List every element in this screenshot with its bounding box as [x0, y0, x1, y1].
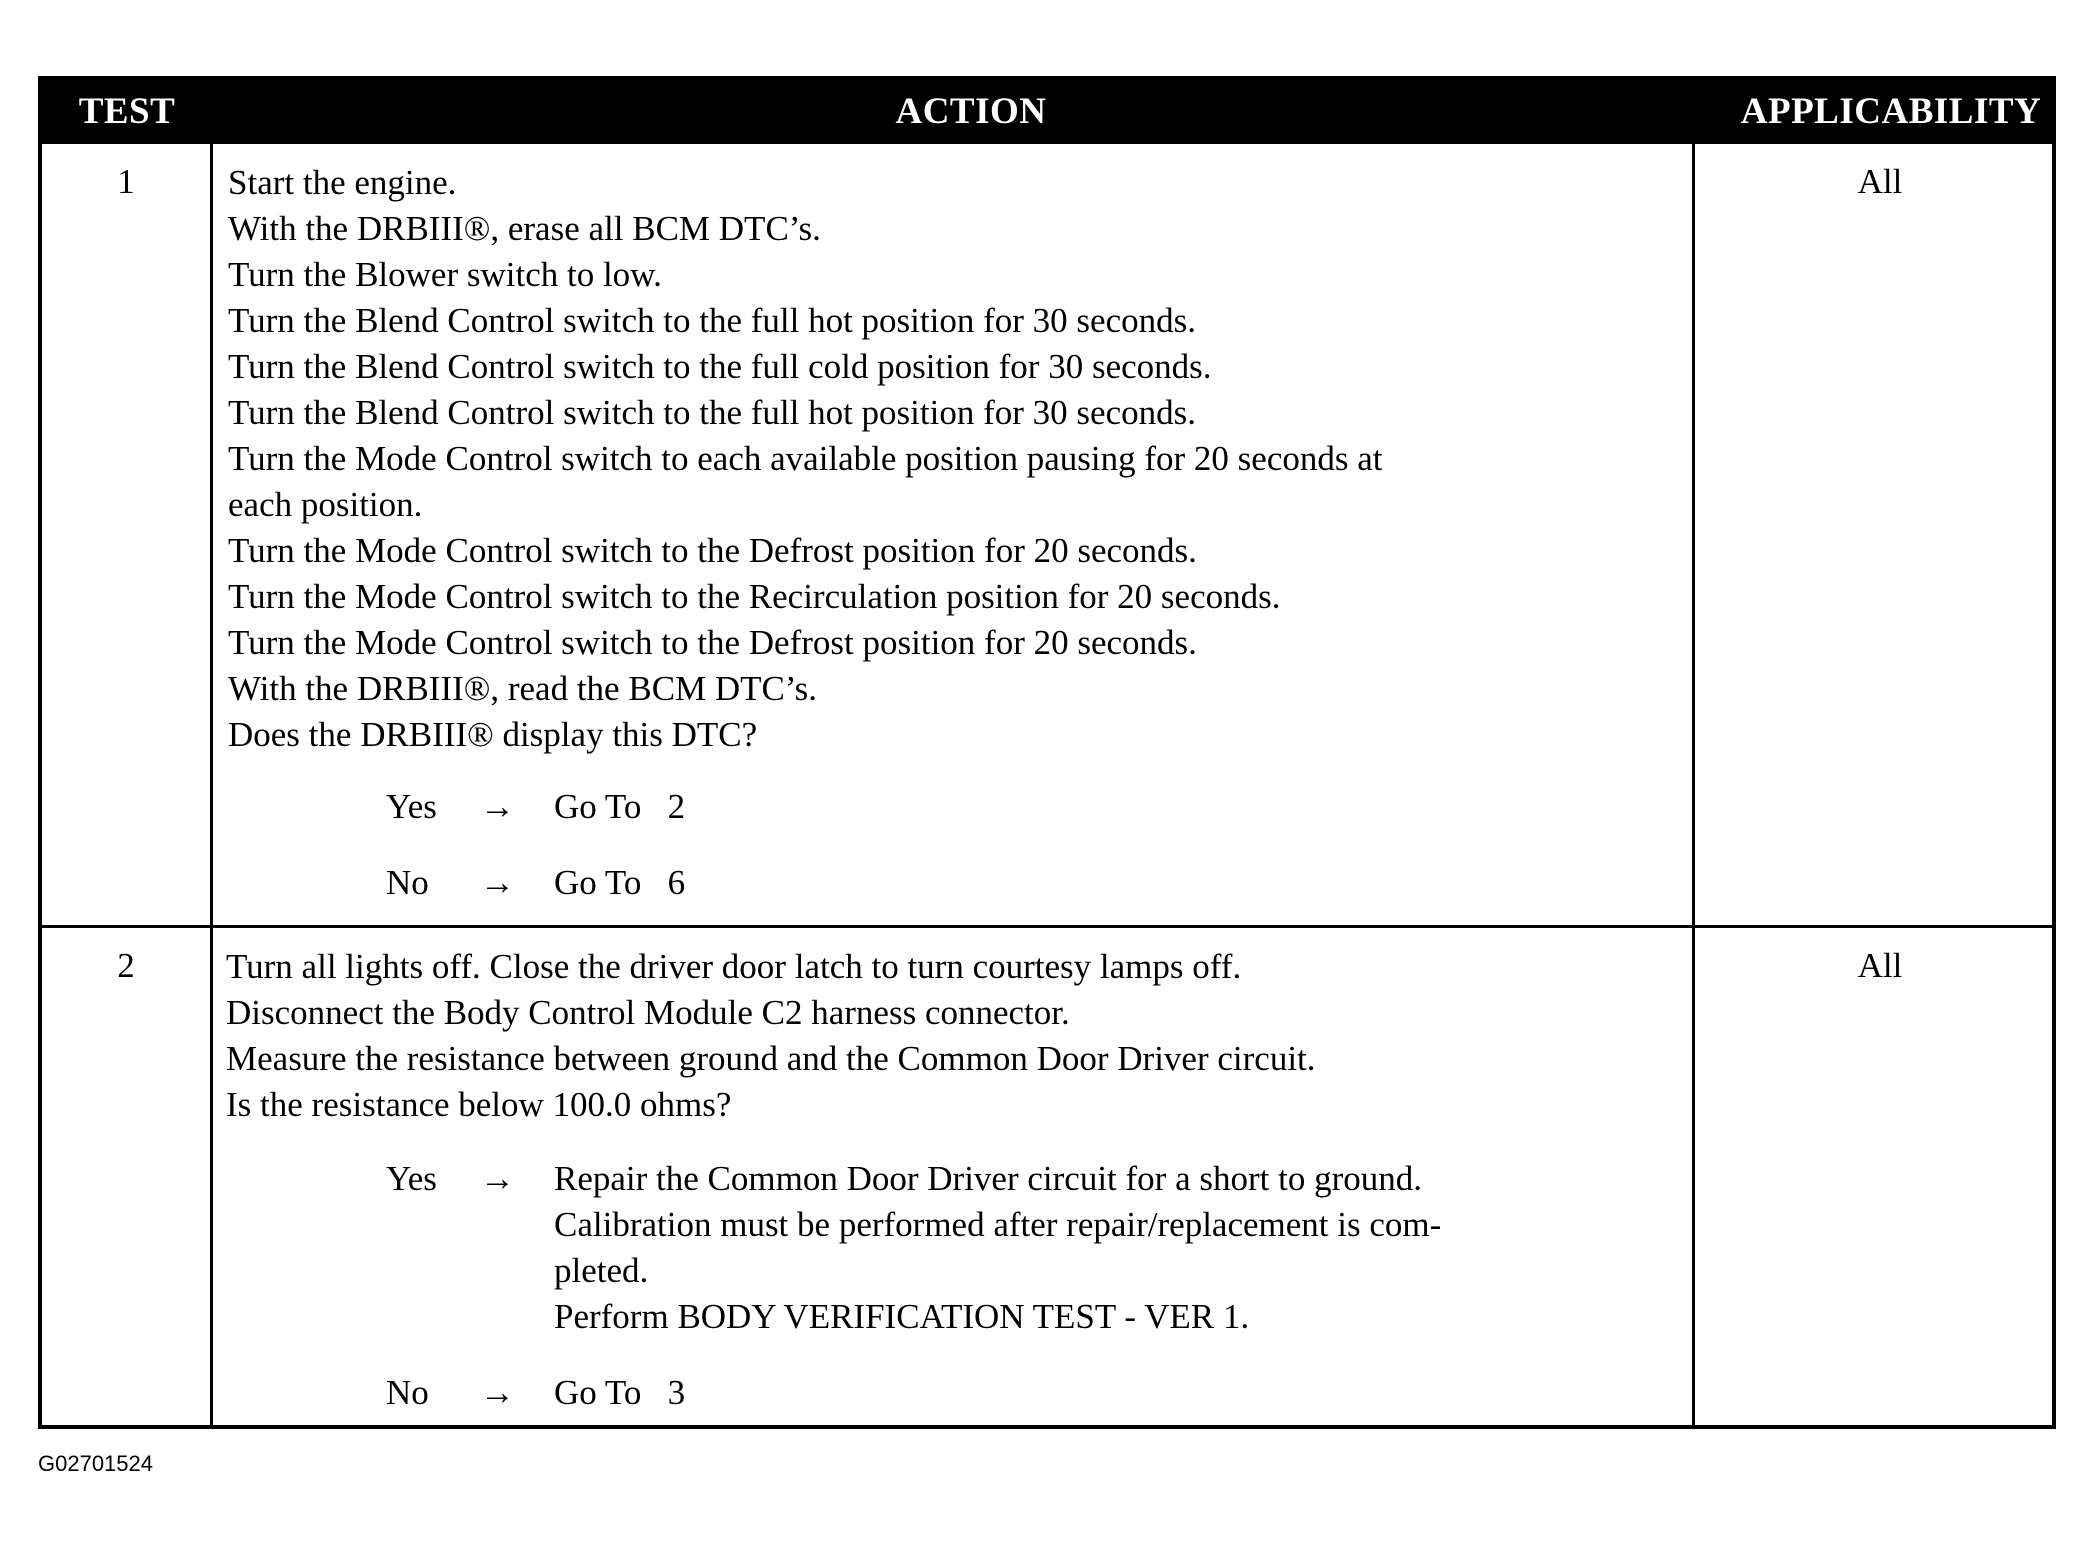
header-test: TEST — [78, 91, 176, 132]
result-action — [554, 784, 685, 830]
test-number: 1 — [117, 162, 135, 201]
diagnostic-test-table — [38, 76, 2056, 1429]
step: Turn the Mode Control switch to the Defrost position for 20 seconds. — [228, 531, 1197, 570]
result-label: No — [386, 1373, 429, 1412]
step: Measure the resistance between ground and the Common Door Driver circuit. — [226, 1039, 1316, 1078]
arrow-icon: → — [480, 863, 515, 902]
step: Does the DRBIII® display this DTC? — [228, 715, 758, 754]
header-action: ACTION — [895, 91, 1047, 132]
step: Is the resistance below 100.0 ohms? — [226, 1085, 732, 1124]
header-applicability: APPLICABILITY — [1740, 91, 2042, 132]
result-action-line: Go To 3 — [554, 1373, 686, 1412]
step: Turn the Blend Control switch to the full cold position for 30 seconds. — [228, 347, 1212, 386]
applicability-value: All — [1857, 162, 1903, 201]
test-number: 2 — [117, 946, 135, 985]
result-action — [554, 1156, 1441, 1340]
step: Turn the Mode Control switch to the Recirculation position for 20 seconds. — [228, 577, 1281, 616]
step: With the DRBIII®, erase all BCM DTC’s. — [228, 209, 821, 248]
arrow-icon: → — [480, 1159, 515, 1198]
result-action — [554, 860, 685, 906]
action-steps — [228, 160, 1383, 758]
step: Start the engine. — [228, 163, 457, 202]
result-label: No — [386, 863, 429, 902]
step: With the DRBIII®, read the BCM DTC’s. — [228, 669, 818, 708]
step: Turn the Blend Control switch to the full hot position for 30 seconds. — [228, 393, 1196, 432]
arrow-icon: → — [480, 787, 515, 826]
result-action — [554, 1370, 685, 1416]
applicability-value: All — [1857, 946, 1903, 985]
row-divider — [42, 925, 2052, 928]
result-action-line: pleted. — [554, 1251, 649, 1290]
figure-code: G02701524 — [38, 1451, 153, 1476]
column-divider — [210, 144, 213, 1429]
result-action-line: Go To 2 — [554, 787, 686, 826]
column-divider — [1692, 144, 1695, 1429]
arrow-icon: → — [480, 1373, 515, 1412]
step: each position. — [228, 485, 423, 524]
result-action-line: Repair the Common Door Driver circuit for a short to ground. — [554, 1159, 1422, 1198]
step: Turn the Mode Control switch to the Defrost position for 20 seconds. — [228, 623, 1197, 662]
step: Turn the Blend Control switch to the full hot position for 30 seconds. — [228, 301, 1196, 340]
action-steps — [226, 944, 1316, 1128]
step: Disconnect the Body Control Module C2 harness connector. — [226, 993, 1070, 1032]
result-action-line: Perform BODY VERIFICATION TEST - VER 1. — [554, 1297, 1250, 1336]
step: Turn the Blower switch to low. — [228, 255, 662, 294]
result-action-line: Go To 6 — [554, 863, 686, 902]
result-label: Yes — [386, 787, 437, 826]
step: Turn all lights off. Close the driver door latch to turn courtesy lamps off. — [226, 947, 1242, 986]
result-action-line: Calibration must be performed after repair/replacement is com- — [554, 1205, 1442, 1244]
table-header — [42, 80, 2052, 144]
step: Turn the Mode Control switch to each available position pausing for 20 seconds at — [228, 439, 1383, 478]
result-label: Yes — [386, 1159, 437, 1198]
